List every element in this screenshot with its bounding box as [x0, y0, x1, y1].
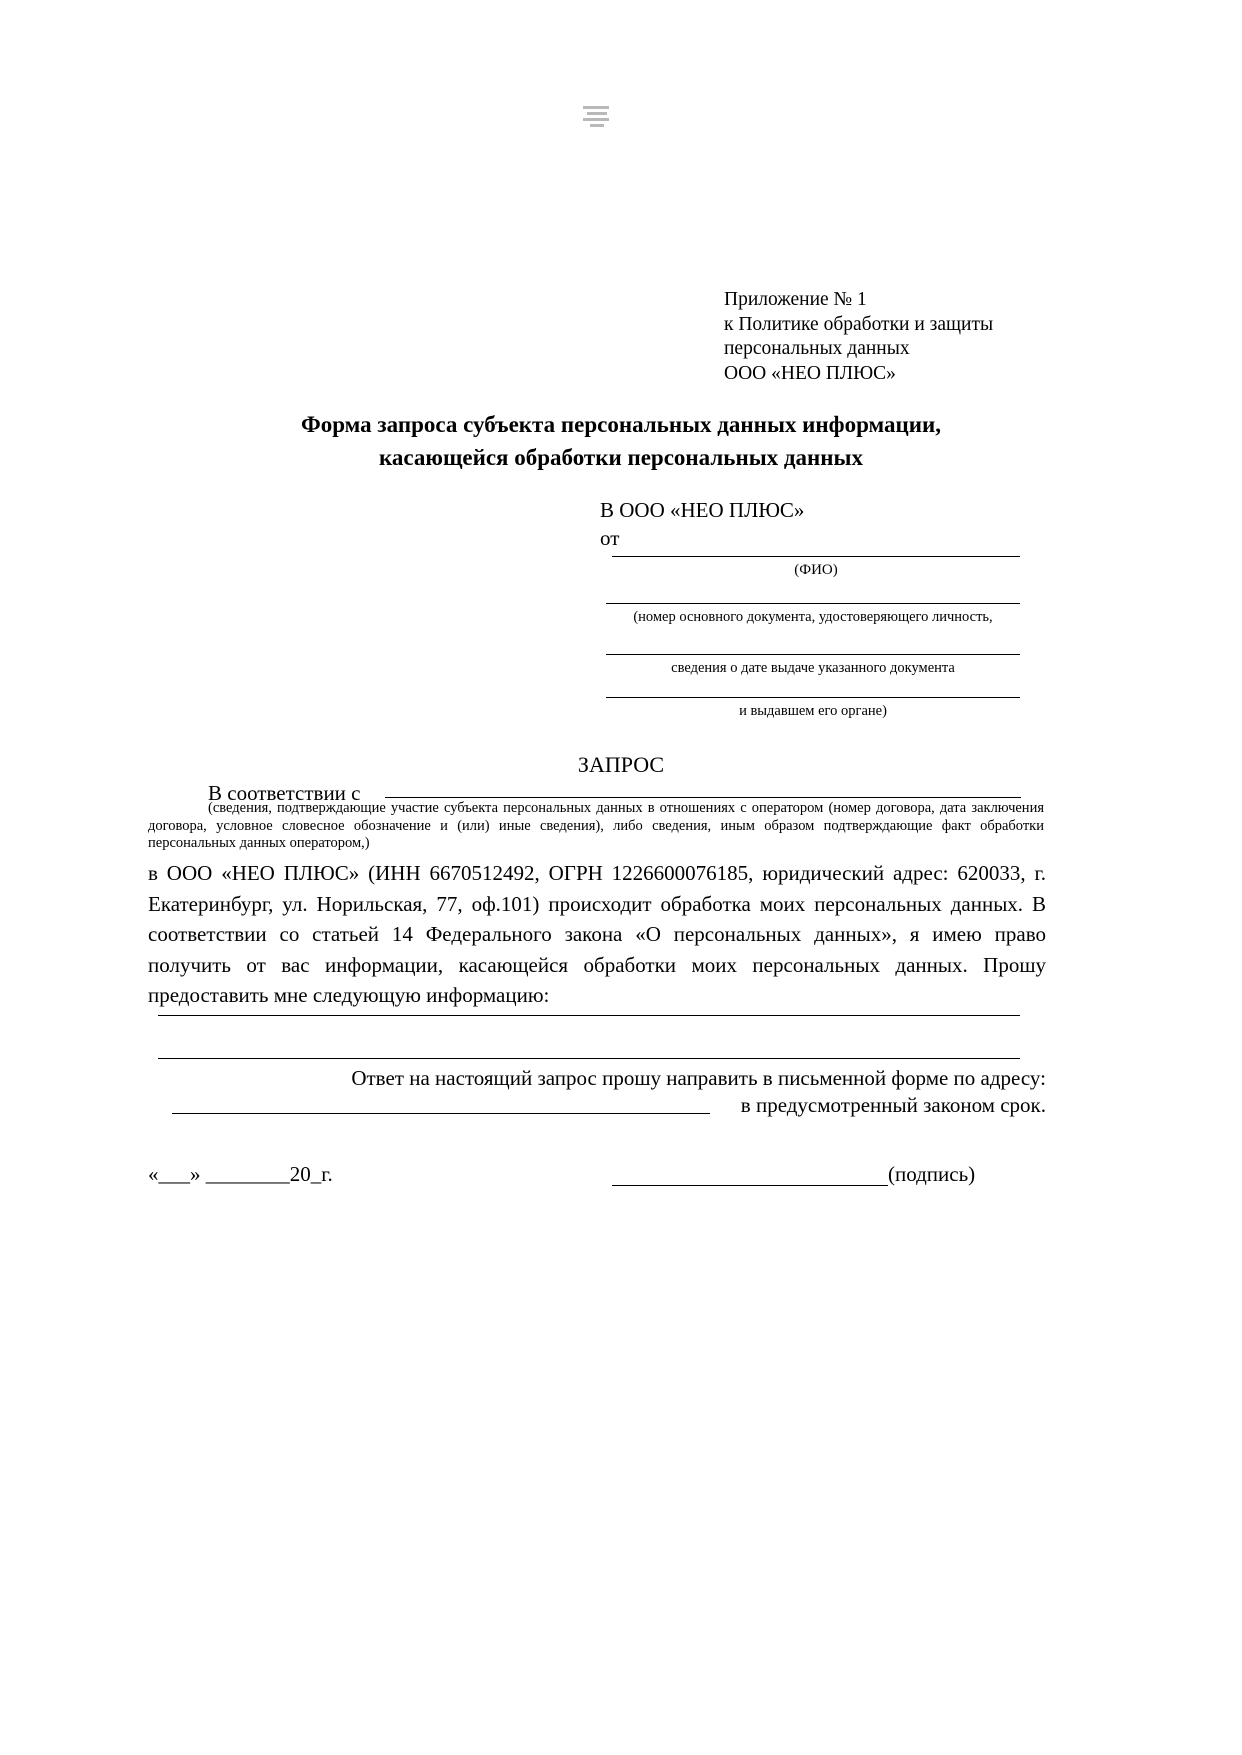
body-paragraph: в ООО «НЕО ПЛЮС» (ИНН 6670512492, ОГРН 1226600076185, юридический адрес: 620033, г. Екатеринбург, ул. Норильская, 77, оф.101) происходит обработка моих персональных данных. В соответствии со статьей 14 Федерального закона «О персональных данных», я имею право получить от вас информации, касающейся обработки моих персональных данных. Прошу предоставить мне следующую информацию: [148, 861, 1046, 1007]
addressee-block [724, 288, 1144, 386]
signature-blank-line[interactable] [612, 1185, 888, 1186]
page-title-line-1: Форма запроса субъекта персональных данных информации, [300, 412, 942, 437]
page-title [150, 408, 1092, 474]
term-text: в предусмотренный законом срок. [740, 1093, 1046, 1117]
date-field[interactable]: «___» ________20_г. [148, 1162, 333, 1186]
sender-label: от [600, 526, 620, 550]
recipient-label: В ООО «НЕО ПЛЮС» [600, 498, 805, 522]
addressee-line-4: ООО «НЕО ПЛЮС» [724, 362, 896, 384]
doc-issuer-blank-line[interactable] [606, 697, 1020, 698]
addressee-line-2: к Политике обработки и защиты [724, 313, 994, 335]
fio-blank-line[interactable] [612, 556, 1020, 557]
in-accordance-blank-line[interactable] [385, 797, 1021, 798]
doc-date-blank-line[interactable] [606, 654, 1020, 655]
info-blank-line-2[interactable] [158, 1058, 1020, 1059]
fine-print-note: (сведения, подтверждающие участие субъекта персональных данных в отношениях с оператором (номер договора, дата заключения договора, условное словесное обозначение и (или) иные сведения), либо сведения, иным образом подтверждающие факт обработки персональных данных оператором,) [148, 800, 1044, 851]
doc-date-caption: сведения о дате выдаче указанного документа [671, 660, 955, 676]
addressee-line-1: Приложение № 1 [724, 289, 867, 310]
page-title-line-2: касающейся обработки персональных данных [378, 445, 864, 470]
info-blank-line-1[interactable] [158, 1015, 1020, 1016]
stacked-bars-logo-icon [583, 104, 613, 130]
signature-caption: (подпись) [888, 1162, 976, 1186]
in-accordance-label: В соответствии с [208, 781, 361, 805]
doc-number-caption: (номер основного документа, удостоверяющего личность, [633, 609, 993, 625]
answer-address-text: Ответ на настоящий запрос прошу направить в письменной форме по адресу: [351, 1066, 1046, 1090]
fio-caption: (ФИО) [794, 562, 838, 578]
addressee-line-3: персональных данных [724, 338, 910, 359]
doc-number-blank-line[interactable] [606, 603, 1020, 604]
doc-issuer-caption: и выдавшем его органе) [739, 703, 887, 719]
request-heading: ЗАПРОС [577, 752, 665, 777]
